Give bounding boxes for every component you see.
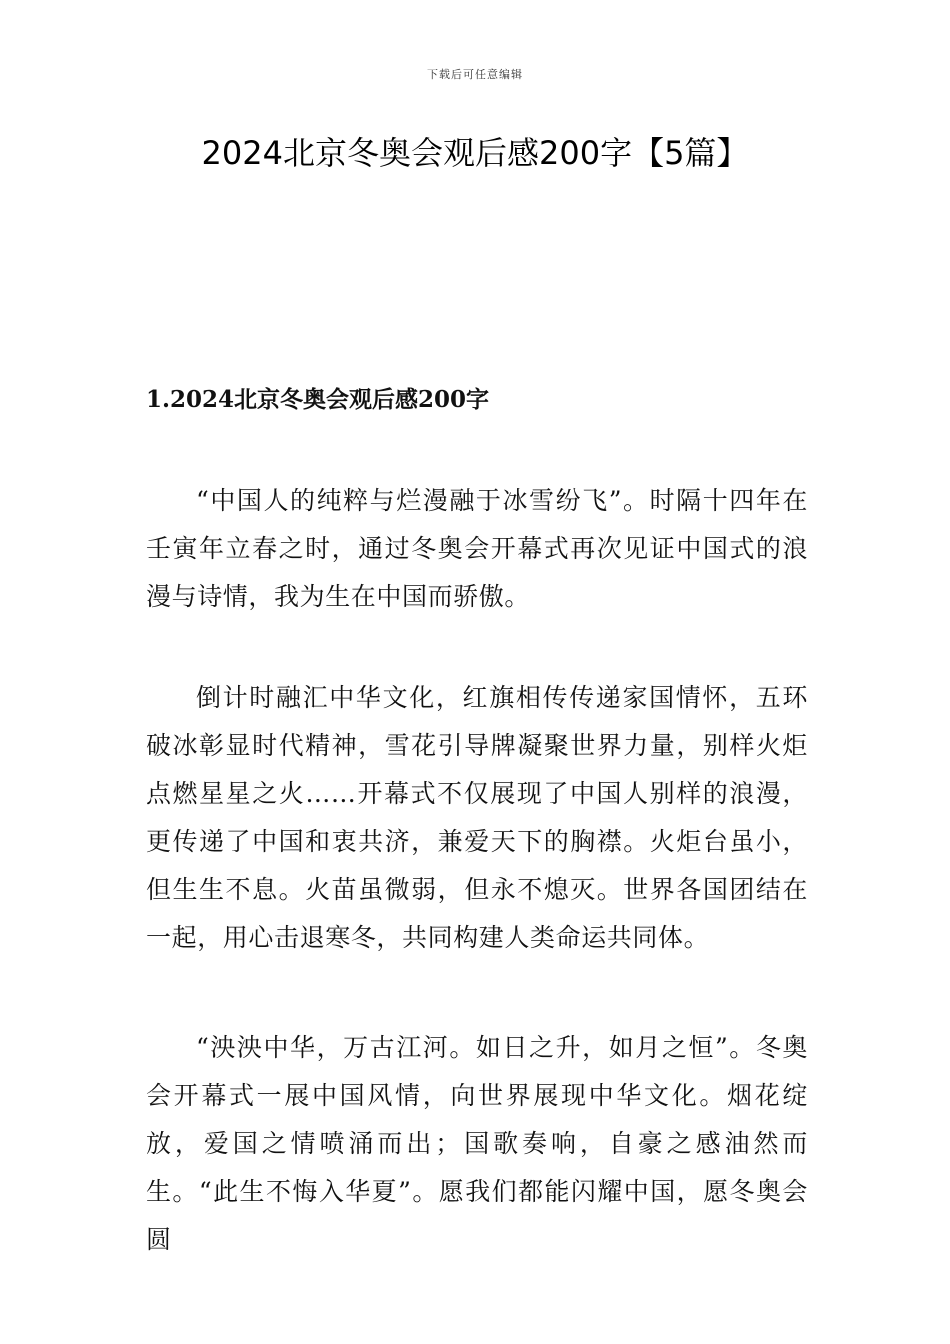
section-heading: 1.2024北京冬奥会观后感200字 (146, 386, 490, 413)
header-note: 下载后可任意编辑 (427, 68, 523, 81)
paragraph-block (146, 674, 808, 962)
paragraph-block (146, 1024, 808, 1264)
paragraph-1: “中国人的纯粹与烂漫融于冰雪纷飞”。时隔十四年在壬寅年立春之时，通过冬奥会开幕式再次见证中国式的浪漫与诗情，我为生在中国而骄傲。 (146, 486, 808, 611)
paragraph-2: 倒计时融汇中华文化，红旗相传传递家国情怀，五环破冰彰显时代精神，雪花引导牌凝聚世界力量，别样火炬点燃星星之火……开幕式不仅展现了中国人别样的浪漫，更传递了中国和衷共济，兼爱天下的胸襟。火炬台虽小，但生生不息。火苗虽微弱，但永不熄灭。世界各国团结在一起，用心击退寒冬，共同构建人类命运共同体。 (146, 683, 808, 952)
paragraph-block (146, 477, 808, 621)
document-title: 2024北京冬奥会观后感200字【5篇】 (201, 134, 749, 172)
paragraph-3: “泱泱中华，万古江河。如日之升，如月之恒”。冬奥会开幕式一展中国风情，向世界展现中华文化。烟花绽放，爱国之情喷涌而出；国歌奏响，自豪之感油然而生。“此生不悔入华夏”。愿我们都能闪耀中国，愿冬奥会圆 (146, 1033, 808, 1254)
